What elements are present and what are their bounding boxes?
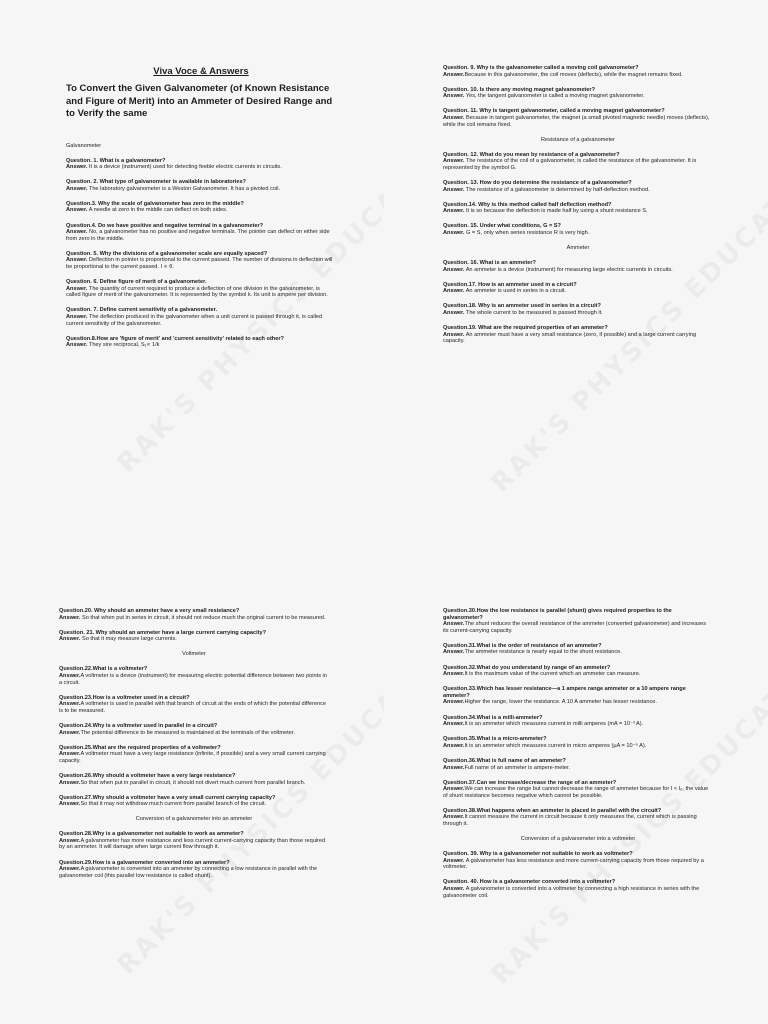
question-text: Question. 11. Why is tangent galvanometer, called a moving magnet galvanometer? bbox=[443, 108, 665, 115]
qa-item bbox=[66, 179, 336, 192]
question-text: Question. 6. Define figure of merit of a galvanometer. bbox=[66, 279, 207, 286]
qa-item bbox=[59, 723, 329, 736]
qa-item bbox=[59, 695, 329, 715]
section-heading-conversion-ammeter: Conversion of a galvanometer into an ammeter bbox=[135, 816, 253, 823]
qa-item bbox=[443, 715, 713, 728]
answer-text: The quantity of current required to produce a deflection of one division in the galvanometer, is called figure of merit of the galvanometer. It is represented by the symbol k. Its unit is ampere per division. bbox=[66, 285, 328, 299]
question-text: Question.36.What is full name of an ammeter? bbox=[443, 757, 566, 764]
question-text: Question. 1. What is a galvanometer? bbox=[66, 157, 166, 164]
section-heading-voltmeter: Voltmeter bbox=[182, 651, 206, 658]
page-column bbox=[443, 608, 713, 908]
answer-text: Deflection in pointer is proportional to the current passed. The number of divisions in deflection will be proportional to the current passed. I ∝ θ. bbox=[66, 257, 333, 271]
answer-label: Answer. bbox=[443, 229, 465, 236]
answer-text: Yes, the tangent galvanometer is called a moving magnet galvanometer. bbox=[464, 93, 645, 100]
qa-item bbox=[443, 643, 713, 656]
answer-label: Answer. bbox=[443, 671, 465, 678]
question-text: Question. 5. Why the divisions of a galvanometer scale are equally spaced? bbox=[66, 250, 268, 257]
question-text: Question.27.Why should a voltmeter have a very small current carrying capacity? bbox=[59, 794, 276, 801]
answer-text: So that when put in parallel in circuit, it should not divert much current from parallel branch. bbox=[80, 779, 306, 786]
document-title: Viva Voce & Answers bbox=[153, 66, 249, 77]
qa-item bbox=[443, 180, 713, 193]
answer-text: A voltmeter must have a very large resistance (infinite, if possible) and a very small current carrying capacity. bbox=[59, 751, 326, 764]
answer-label: Answer. bbox=[66, 185, 88, 192]
answer-label: Answer. bbox=[443, 742, 465, 749]
document-page-3 bbox=[0, 512, 384, 1024]
answer-text: The resistance of the coil of a galvanometer, is called the resistance of the galvanometer. It is represented by the symbol G. bbox=[443, 158, 697, 171]
answer-text: The laboratory galvanometer is a Weston Galvanometer. It has a pivoted coil. bbox=[87, 185, 281, 192]
answer-label: Answer. bbox=[66, 257, 88, 264]
answer-text: A voltmeter is a device (instrument) for measuring electric potential difference between two points in a circuit. bbox=[59, 672, 327, 686]
answer-label: Answer. bbox=[443, 886, 465, 893]
qa-item bbox=[443, 223, 713, 236]
document-subtitle: To Convert the Given Galvanometer (of Known Resistance and Figure of Merit) into an Ammeter of Desired Range and to Verify the same bbox=[66, 83, 333, 119]
answer-text: The ammeter resistance is nearly equal to the shunt resistance. bbox=[464, 649, 622, 656]
answer-label: Answer. bbox=[443, 699, 465, 706]
qa-item bbox=[443, 758, 713, 771]
qa-item bbox=[59, 745, 329, 765]
qa-item bbox=[443, 152, 713, 172]
qa-item bbox=[443, 851, 713, 871]
qa-item bbox=[59, 795, 329, 808]
answer-label: Answer. bbox=[443, 331, 465, 338]
qa-item bbox=[59, 666, 329, 686]
answer-text: Higher the range, lower the resistance. A 10 A ammeter has lesser resistance. bbox=[464, 699, 657, 706]
answer-text: A galvanometer has less resistance and more current-carrying capacity from those required by a voltmeter. bbox=[443, 857, 704, 871]
qa-item bbox=[443, 780, 713, 800]
answer-label: Answer. bbox=[443, 309, 465, 316]
answer-label: Answer. bbox=[66, 285, 88, 292]
question-text: Question. 15. Under what conditions, G = S? bbox=[443, 223, 561, 230]
question-text: Question.33.Which has lesser resistance—a 1 ampere range ammeter or a 10 ampere range ammeter? bbox=[443, 686, 686, 699]
qa-item bbox=[443, 808, 713, 828]
qa-item bbox=[66, 336, 336, 349]
answer-text: No, a galvanometer has no positive and negative terminals. The pointer can deflect on either side from zero in the middle. bbox=[66, 229, 330, 242]
answer-text: It is so because the deflection is made half by using a shunt resistance S. bbox=[464, 208, 648, 215]
qa-item bbox=[59, 630, 329, 643]
question-text: Question.19. What are the required properties of an ammeter? bbox=[443, 325, 608, 332]
qa-item bbox=[443, 282, 713, 295]
qa-item bbox=[66, 223, 336, 243]
answer-label: Answer. bbox=[59, 729, 81, 736]
answer-text: G = S, only when series resistance R is very high. bbox=[464, 229, 590, 236]
answer-label: Answer. bbox=[443, 208, 465, 215]
answer-text: It is an ammeter which measures current in milli amperes (mA = 10⁻³ A). bbox=[464, 721, 644, 728]
answer-text: It cannot measure the current in circuit because it only measures the, current which is passing through it. bbox=[443, 814, 697, 828]
qa-item bbox=[59, 860, 329, 880]
document-page-1 bbox=[0, 0, 384, 512]
question-text: Question.32.What do you understand by range of an ammeter? bbox=[443, 664, 611, 671]
qa-item bbox=[443, 260, 713, 273]
question-text: Question.17. How is an ammeter used in a circuit? bbox=[443, 281, 577, 288]
answer-text: So that it may not withdraw much current from parallel branch of the circuit. bbox=[80, 801, 267, 808]
answer-label: Answer. bbox=[66, 314, 88, 320]
answer-label: Answer. bbox=[66, 164, 88, 171]
answer-text: We can increase the range but cannot decrease the range of ammeter because for I < Iₒ, the value of shunt resistance becomes negative which cannot be possible. bbox=[443, 786, 709, 799]
answer-text: Full name of an ammeter is ampere-meter. bbox=[464, 764, 571, 771]
question-text: Question. 12. What do you mean by resistance of a galvanometer? bbox=[443, 151, 620, 158]
qa-item bbox=[443, 202, 713, 215]
question-text: Question.28.Why is a galvanometer not suitable to work as ammeter? bbox=[59, 831, 244, 838]
question-text: Question.35.What is a micro-ammeter? bbox=[443, 736, 547, 743]
answer-label: Answer. bbox=[443, 71, 465, 78]
question-text: Question.18. Why is an ammeter used in series in a circuit? bbox=[443, 303, 601, 310]
question-text: Question. 9. Why is the galvanometer called a moving coil galvanometer? bbox=[443, 65, 639, 71]
page-column bbox=[443, 65, 713, 353]
answer-text: A galvanometer is converted into a voltmeter by connecting a high resistance in series with the galvanometer coil. bbox=[443, 886, 700, 899]
answer-label: Answer. bbox=[443, 649, 465, 656]
answer-label: Answer. bbox=[443, 621, 465, 628]
question-text: Question.22.What is a voltmeter? bbox=[59, 666, 148, 673]
answer-text: An ammeter must have a very small resistance (zero, if possible) and a large current carrying capacity. bbox=[443, 331, 697, 345]
answer-label: Answer. bbox=[443, 857, 465, 864]
answer-label: Answer. bbox=[443, 814, 465, 821]
answer-label: Answer. bbox=[66, 207, 88, 214]
question-text: Question.25.What are the required properties of a voltmeter? bbox=[59, 744, 221, 751]
answer-label: Answer. bbox=[59, 801, 81, 808]
question-text: Question.8.How are 'figure of merit' and 'current sensitivity' related to each other? bbox=[66, 335, 284, 342]
qa-item bbox=[443, 87, 713, 100]
question-text: Question.38.What happens when an ammeter is placed in parallel with the circuit? bbox=[443, 807, 662, 814]
answer-text: It is an ammeter which measures current in micro amperes (μA = 10⁻⁶ A). bbox=[464, 742, 647, 749]
question-text: Question. 13. How do you determine the resistance of a galvanometer? bbox=[443, 179, 632, 186]
page-column bbox=[59, 608, 329, 888]
answer-text: The shunt reduces the overall resistance of the ammeter (converted galvanometer) and increases its current-carrying capacity. bbox=[443, 621, 707, 634]
qa-item bbox=[443, 608, 713, 634]
question-text: Question.20. Why should an ammeter have a very small resistance? bbox=[59, 608, 240, 614]
answer-label: Answer. bbox=[59, 636, 81, 643]
qa-item bbox=[443, 325, 713, 345]
question-text: Question. 10. Is there any moving magnet galvanometer? bbox=[443, 86, 596, 93]
answer-label: Answer. bbox=[443, 266, 465, 273]
answer-label: Answer. bbox=[443, 288, 465, 295]
question-text: Question.23.How is a voltmeter used in a circuit? bbox=[59, 694, 190, 701]
qa-item bbox=[443, 65, 713, 78]
answer-text: They sire reciprocal, S₁∝ 1/k bbox=[87, 342, 160, 349]
answer-label: Answer. bbox=[443, 721, 465, 728]
qa-item bbox=[59, 831, 329, 851]
answer-label: Answer. bbox=[59, 672, 81, 679]
answer-label: Answer. bbox=[443, 93, 465, 100]
answer-text: It is the maximum value of the current which an ammeter can measure. bbox=[464, 671, 641, 678]
question-text: Question.34.What is a milli-ammeter? bbox=[443, 714, 543, 721]
document-page-2 bbox=[384, 0, 768, 512]
question-text: Question. 21. Why should an ammeter have a large current carrying capacity? bbox=[59, 629, 267, 636]
document-page-4 bbox=[384, 512, 768, 1024]
qa-item bbox=[66, 158, 336, 171]
answer-text: Because in this galvanometer, the coil moves (deflects), while the magnet remains fixed. bbox=[464, 71, 683, 78]
answer-label: Answer. bbox=[59, 701, 81, 708]
answer-label: Answer. bbox=[443, 786, 465, 793]
answer-text: The resistance of a galvanometer is determined by half-deflection method. bbox=[464, 186, 650, 193]
question-text: Question. 2. What type of galvanometer is available in laboratories? bbox=[66, 179, 246, 186]
answer-label: Answer. bbox=[59, 837, 81, 844]
question-text: Question.37.Can we increase/decrease the range of an ammeter? bbox=[443, 779, 617, 786]
qa-item bbox=[66, 307, 336, 327]
question-text: Question. 40. How is a galvanometer converted into a voltmeter? bbox=[443, 879, 616, 886]
answer-text: It is a device (instrument) used for detecting feeble electric currents in circuits. bbox=[87, 164, 282, 171]
answer-label: Answer. bbox=[59, 779, 81, 786]
qa-item bbox=[66, 279, 336, 299]
question-text: Question.26.Why should a voltmeter have a very large resistance? bbox=[59, 772, 236, 779]
question-text: Question.3. Why the scale of galvanometer has zero in the middle? bbox=[66, 200, 244, 207]
qa-item bbox=[443, 303, 713, 316]
question-text: Question.4. Do we have positive and negative terminal in a galvanometer? bbox=[66, 222, 264, 229]
answer-text: So that it may measure large currents. bbox=[80, 636, 177, 643]
answer-text: The whole current to be measured is passed through it. bbox=[464, 309, 603, 316]
qa-item bbox=[59, 773, 329, 786]
answer-text: A needle at zero in the middle can deflect on both sides. bbox=[87, 207, 228, 214]
answer-text: The deflection produced in the galvanometer when a unit current is passed through it, is called current sensitivity of the galvanometer. bbox=[66, 314, 323, 327]
answer-text: A galvanometer has more resistance and less current current-carrying capacity than those required by an ammeter. It will damage when large current flow through it. bbox=[59, 837, 326, 851]
question-text: Question. 16. What is an ammeter? bbox=[443, 260, 536, 266]
answer-label: Answer. bbox=[443, 764, 465, 771]
question-text: Question. 7. Define current sensitivity of a galvanometer. bbox=[66, 307, 218, 314]
answer-text: A galvanometer is converted into an ammeter by connecting a low resistance in parallel with the galvanometer coil (this parallel low resistance is called shunt). bbox=[59, 866, 318, 879]
answer-label: Answer. bbox=[443, 114, 465, 121]
qa-item bbox=[443, 686, 713, 706]
answer-label: Answer. bbox=[59, 614, 81, 621]
question-text: Question.14. Why is this method called half deflection method? bbox=[443, 201, 612, 208]
section-heading-conversion-voltmeter: Conversion of a galvanometer into a voltmeter bbox=[520, 836, 636, 843]
answer-label: Answer. bbox=[66, 229, 88, 236]
qa-item bbox=[443, 879, 713, 899]
qa-item bbox=[66, 201, 336, 214]
qa-item bbox=[66, 251, 336, 271]
answer-label: Answer. bbox=[59, 866, 81, 873]
answer-text: The potential difference to be measured is maintained at the terminals of the voltmeter. bbox=[80, 729, 295, 736]
page-column bbox=[66, 66, 336, 357]
qa-item bbox=[443, 736, 713, 749]
qa-item bbox=[59, 608, 329, 621]
question-text: Question.29.How is a galvanometer converted into an ammeter? bbox=[59, 859, 230, 866]
section-heading-galvanometer: Galvanometer bbox=[66, 142, 102, 149]
section-heading-resistance: Resistance of a galvanometer bbox=[540, 136, 615, 143]
answer-label: Answer. bbox=[443, 186, 465, 193]
answer-label: Answer. bbox=[66, 342, 88, 349]
question-text: Question.24.Why is a voltmeter used in parallel in a circuit? bbox=[59, 722, 218, 729]
question-text: Question.30.How the low resistance is parallel (shunt) gives required properties to the galvanometer? bbox=[443, 608, 672, 621]
answer-text: Because in tangent galvanometer, the magnet (a small pivoted magnetic needle) moves (deflects), while the coil remains fixed. bbox=[443, 114, 710, 128]
answer-text: An ammeter is used in series in a circuit. bbox=[464, 288, 567, 295]
question-text: Question. 39. Why is a galvanometer not suitable to work as voltmeter? bbox=[443, 851, 633, 858]
qa-item bbox=[443, 665, 713, 678]
answer-label: Answer. bbox=[443, 158, 465, 165]
answer-text: A voltmeter is used in parallel with that branch of circuit at the ends of which the potential difference is to be measured. bbox=[59, 701, 326, 714]
answer-label: Answer. bbox=[59, 751, 81, 758]
answer-text: An ammeter is a device (instrument) for measuring large electric currents in circuits. bbox=[464, 266, 673, 273]
question-text: Question.31.What is the order of resistance of an ammeter? bbox=[443, 642, 602, 649]
answer-text: So that when put in series in circuit, it should not reduce much the original current to be measured. bbox=[80, 614, 326, 621]
qa-item bbox=[443, 108, 713, 128]
section-heading-ammeter: Ammeter bbox=[566, 245, 590, 251]
